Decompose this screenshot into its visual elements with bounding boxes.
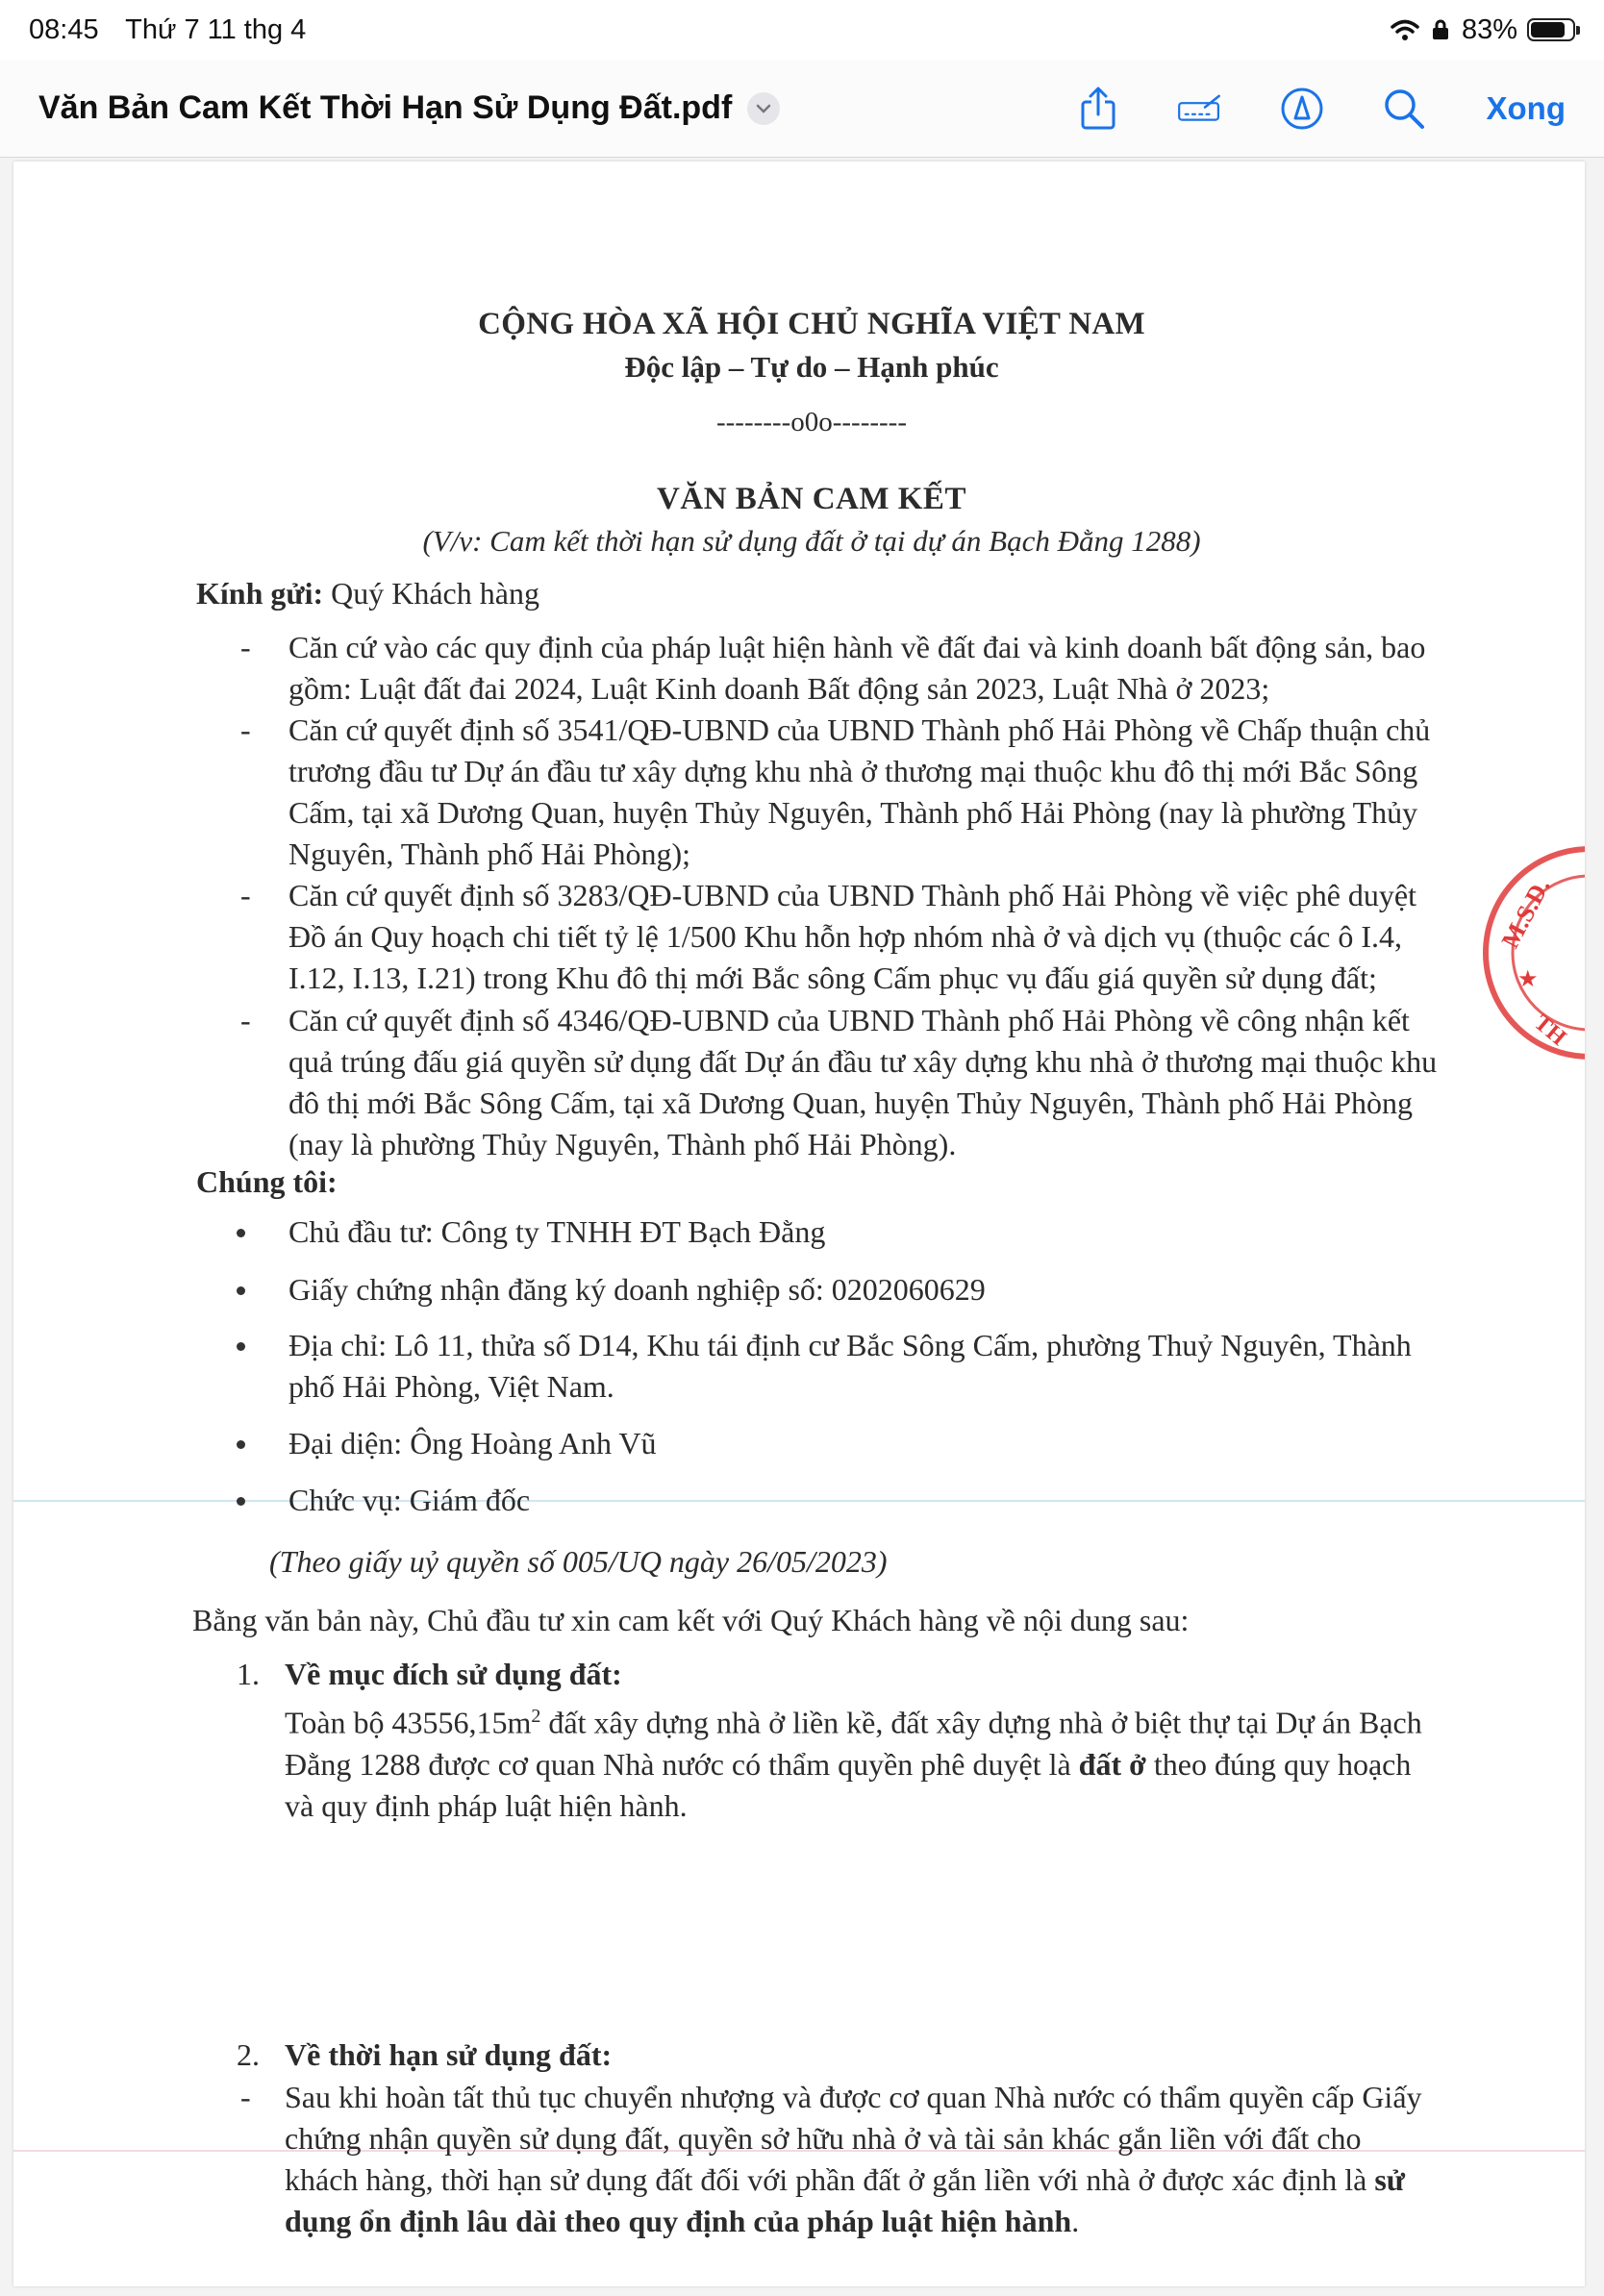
separator: --------o0o-------- [715, 407, 907, 437]
pdf-viewer[interactable] [0, 158, 1604, 2296]
dash-marker: - [240, 2080, 251, 2114]
svg-text:★: ★ [1517, 966, 1539, 992]
company-item: Giấy chứng nhận đăng ký doanh nghiệp số: 0202060629 [288, 1272, 986, 1307]
basis-item: Căn cứ vào các quy định của pháp luật hiện hành về đất đai và kinh doanh bất động sản, bao gồm: Luật đất đai 2024, Luật Kinh doanh Bất động sản 2023, Luật Nhà ở 2023; [288, 630, 1426, 706]
markup-icon[interactable] [1177, 86, 1223, 132]
bullet-icon [237, 1286, 245, 1295]
pdf-page [13, 162, 1585, 2286]
status-right [1391, 14, 1575, 46]
company-item: Địa chỉ: Lô 11, thửa số D14, Khu tái định cư Bắc Sông Cấm, phường Thuỷ Nguyên, Thành phố Hải Phòng, Việt Nam. [288, 1328, 1412, 1404]
national-motto: Độc lập – Tự do – Hạnh phúc [624, 350, 999, 384]
recipient: Quý Khách hàng [331, 576, 539, 611]
dash-marker: - [240, 1003, 251, 1037]
document-subject: (V/v: Cam kết thời hạn sử dụng đất ở tại dự án Bạch Đằng 1288) [422, 524, 1201, 558]
section-text: Toàn bộ 43556,15m [285, 1705, 532, 1740]
status-bar [0, 0, 1604, 60]
basis-item: Căn cứ quyết định số 4346/QĐ-UBND của UBND Thành phố Hải Phòng về công nhận kết quả trúng đấu giá quyền sử dụng đất Dự án đầu tư xây dựng khu nhà ở thương mại thuộc khu đô thị mới Bắc Sông Cấm, tại xã Dương Quan, huyện Thủy Nguyên, Thành phố Hải Phòng (nay là phường Thủy Nguyên, Thành phố Hải Phòng). [288, 1003, 1438, 1161]
bullet-icon [237, 1342, 245, 1351]
section-text: đất xây dựng nhà ở liền kề, đất xây dựng nhà ở biệt thự tại Dự án Bạch Đằng 1288 được cơ quan Nhà nước có thẩm quyền phê duyệt là [285, 1705, 1422, 1782]
lock-rotation-icon [1429, 18, 1452, 41]
recipient-line [196, 573, 539, 614]
section-text: Sau khi hoàn tất thủ tục chuyển nhượng và được cơ quan Nhà nước có thẩm quyền cấp Giấy chứng nhận quyền sử dụng đất, quyền sở hữu nhà ở và tài sản khác gắn liền với đất cho khách hàng, thời hạn sử dụng đất đối với phần đất ở gắn liền với nhà ở được xác định là [285, 2080, 1422, 2197]
document-title[interactable]: Văn Bản Cam Kết Thời Hạn Sử Dụng Đất.pdf [38, 89, 733, 126]
company-item: Đại diện: Ông Hoàng Anh Vũ [288, 1426, 657, 1460]
share-icon[interactable] [1075, 86, 1121, 132]
dash-marker: - [240, 712, 251, 747]
battery-percent: 83% [1461, 13, 1517, 45]
intro-paragraph: Bằng văn bản này, Chủ đầu tư xin cam kết với Quý Khách hàng về nội dung sau: [192, 1603, 1190, 1637]
bullet-icon [237, 1497, 245, 1506]
section-number: 1. [237, 1657, 260, 1691]
toolbar [0, 60, 1604, 158]
section-text: theo đúng quy hoạch và quy định pháp luật hiện hành. [285, 1746, 1412, 1823]
dash-marker: - [240, 878, 251, 912]
search-icon[interactable] [1381, 86, 1427, 132]
status-time: 08:45 [29, 13, 99, 45]
battery-level [1531, 22, 1565, 37]
basis-item: Căn cứ quyết định số 3541/QĐ-UBND của UBND Thành phố Hải Phòng về Chấp thuận chủ trương đầu tư Dự án đầu tư xây dựng khu nhà ở thương mại thuộc khu đô thị mới Bắc Sông Cấm, tại xã Dương Quan, huyện Thủy Nguyên, Thành phố Hải Phòng (nay là phường Thủy Nguyên, Thành phố Hải Phòng); [288, 712, 1431, 871]
section-text: . [1071, 2204, 1080, 2238]
bullet-icon [237, 1229, 245, 1237]
status-left [29, 14, 325, 46]
dash-marker: - [240, 630, 251, 664]
svg-text:M.S.D.: M.S.D. [1495, 873, 1556, 953]
company-item: Chức vụ: Giám đốc [288, 1483, 531, 1517]
chevron-down-icon[interactable] [747, 92, 780, 125]
svg-text:TH: TH [1529, 1010, 1571, 1051]
battery-icon [1527, 18, 1575, 41]
company-item: Chủ đầu tư: Công ty TNHH ĐT Bạch Đằng [288, 1214, 826, 1249]
section-number: 2. [237, 2037, 260, 2072]
bullet-icon [237, 1440, 245, 1449]
section-body [285, 2077, 1429, 2242]
basis-item: Căn cứ quyết định số 3283/QĐ-UBND của UBND Thành phố Hải Phòng về việc phê duyệt Đồ án Quy hoạch chi tiết tỷ lệ 1/500 Khu hỗn hợp nhóm nhà ở và dịch vụ (thuộc các ô I.4, I.12, I.13, I.21) trong Khu đô thị mới Bắc sông Cấm phục vụ đấu giá quyền sử dụng đất; [288, 878, 1417, 995]
we-label: Chúng tôi: [196, 1164, 338, 1199]
authorization-note: (Theo giấy uỷ quyền số 005/UQ ngày 26/05/2023) [269, 1544, 888, 1579]
section-heading: Về thời hạn sử dụng đất: [285, 2037, 613, 2072]
done-button[interactable]: Xong [1486, 89, 1566, 126]
national-title: CỘNG HÒA XÃ HỘI CHỦ NGHĨA VIỆT NAM [478, 307, 1145, 341]
status-date: Thứ 7 11 thg 4 [125, 13, 307, 45]
section-heading: Về mục đích sử dụng đất: [285, 1657, 622, 1691]
toolbar-actions [1075, 86, 1566, 132]
section-emphasis: đất ở [1078, 1746, 1146, 1782]
annotate-icon[interactable] [1279, 86, 1325, 132]
section-body [285, 1696, 1429, 1827]
superscript: 2 [531, 1706, 541, 1727]
wifi-icon [1391, 18, 1419, 41]
section-emphasis: sử dụng ổn định lâu dài theo quy định của pháp luật hiện hành [285, 2162, 1405, 2238]
company-seal-stamp [1479, 842, 1585, 1063]
recipient-label: Kính gửi: [196, 576, 324, 611]
document-heading: VĂN BẢN CAM KẾT [657, 482, 966, 516]
